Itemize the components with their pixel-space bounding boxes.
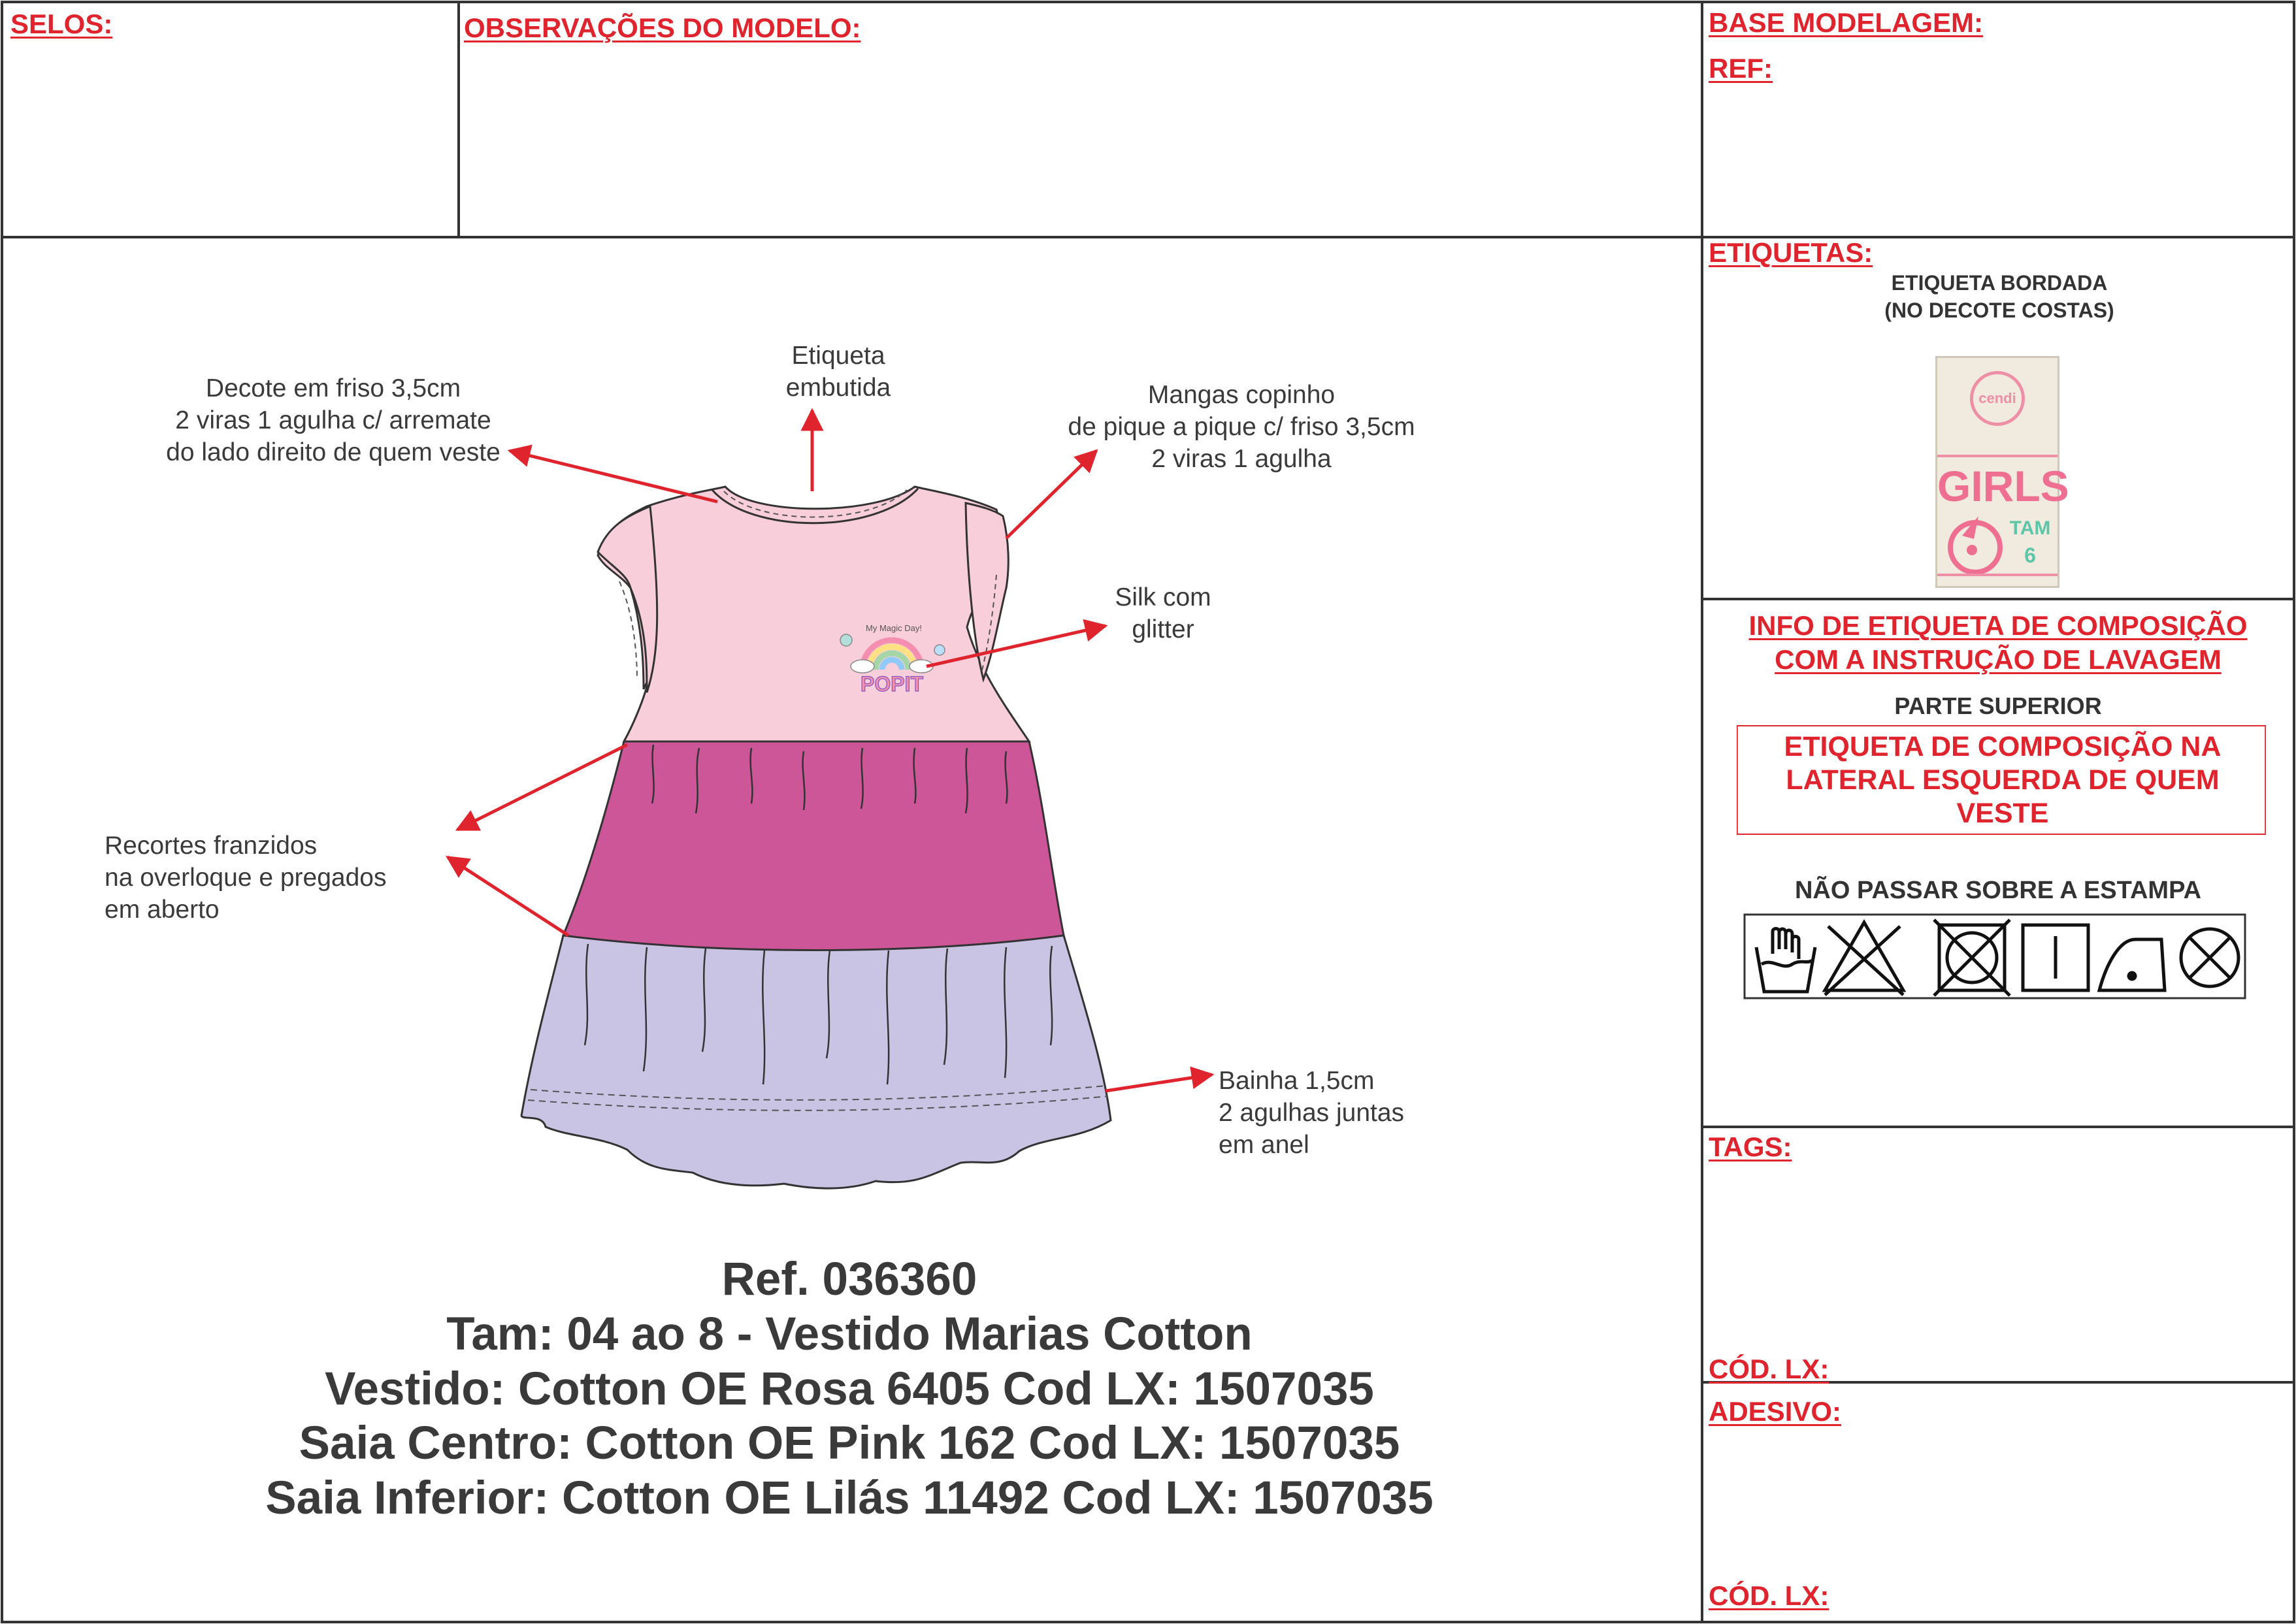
ref-line-5: Saia Inferior: Cotton OE Lilás 11492 Cod LX: 1507035: [265, 1472, 1434, 1524]
left-sleeve: [598, 506, 657, 692]
callout-silk: Silk com glitter: [1115, 583, 1211, 643]
print-word: POPIT: [860, 672, 924, 696]
base-modelagem-label: BASE MODELAGEM:: [1709, 7, 1983, 38]
callout-recortes: Recortes franzidos na overloque e pregados em aberto: [105, 832, 387, 924]
composicao-text: ETIQUETA DE COMPOSIÇÃO NA LATERAL ESQUERDA DE QUEM VESTE: [1784, 731, 2222, 829]
observacoes-label: OBSERVAÇÕES DO MODELO:: [464, 12, 861, 43]
bodice: [598, 487, 1029, 741]
nao-passar-label: NÃO PASSAR SOBRE A ESTAMPA: [1794, 877, 2202, 904]
ref-line-1: Ref. 036360: [721, 1254, 977, 1305]
info-etiqueta-title: INFO DE ETIQUETA DE COMPOSIÇÃO COM A INSTRUÇÃO DE LAVAGEM: [1748, 610, 2248, 675]
parte-superior-label: PARTE SUPERIOR: [1894, 692, 2102, 719]
etiquetas-label: ETIQUETAS:: [1709, 237, 1873, 268]
ref-line-4: Saia Centro: Cotton OE Pink 162 Cod LX: 1507035: [299, 1418, 1400, 1469]
tags-label: TAGS:: [1709, 1131, 1792, 1162]
callout-mangas: Mangas copinho de pique a pique c/ friso 3,5cm 2 viras 1 agulha: [1068, 381, 1415, 473]
ref-line-3: Vestido: Cotton OE Rosa 6405 Cod LX: 1507035: [325, 1363, 1374, 1415]
brand-logo: cendi: [1970, 371, 2025, 426]
cod-lx-label-adesivo: CÓD. LX:: [1709, 1580, 1829, 1611]
middle-skirt: [563, 741, 1064, 950]
label-size-value: 6: [2024, 544, 2036, 567]
cod-lx-label-tags: CÓD. LX:: [1709, 1354, 1829, 1384]
label-size-caption: TAM: [2009, 517, 2051, 539]
care-symbols: [1743, 913, 2246, 999]
callout-bainha: Bainha 1,5cm 2 agulhas juntas em anel: [1219, 1067, 1405, 1159]
etiqueta-bordada-note: ETIQUETA BORDADA (NO DECOTE COSTAS): [1884, 271, 2114, 322]
woven-label-image: [1935, 356, 2069, 588]
label-word: GIRLS: [1937, 462, 2069, 510]
callout-decote: Decote em friso 3,5cm 2 viras 1 agulha c/ arremate do lado direito de quem veste: [166, 374, 500, 466]
ref-line-2: Tam: 04 ao 8 - Vestido Marias Cotton: [446, 1308, 1253, 1360]
unicorn-icon: [1943, 510, 2008, 581]
ref-label: REF:: [1709, 53, 1773, 84]
callout-etiqueta: Etiqueta embutida: [785, 342, 891, 402]
adesivo-label: ADESIVO:: [1709, 1396, 1842, 1427]
print-tagline: My Magic Day!: [866, 623, 922, 633]
lower-skirt: [521, 935, 1111, 1188]
selos-label: SELOS:: [10, 8, 113, 39]
